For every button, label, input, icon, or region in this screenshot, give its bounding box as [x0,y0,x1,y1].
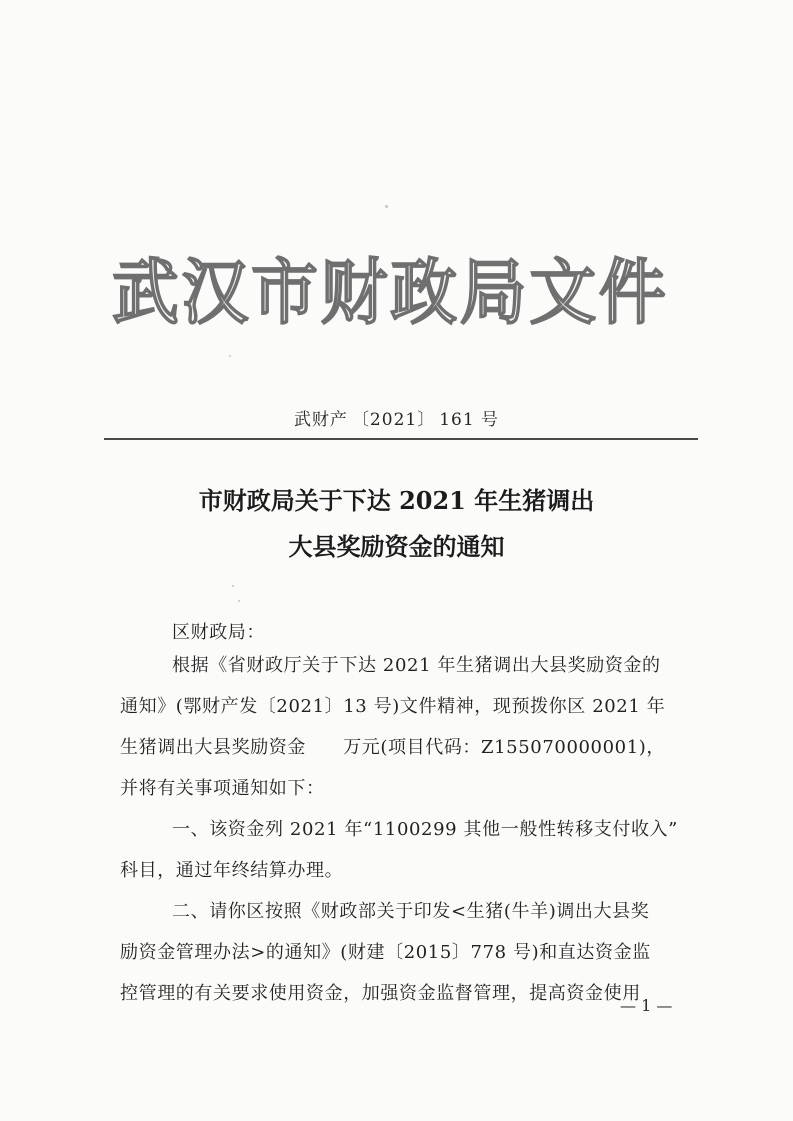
paragraph-line: 二、请你区按照《财政部关于印发<生猪(牛羊)调出大县奖 [172,901,650,922]
title-line-2: 大县奖励资金的通知 [288,532,505,561]
paragraph-line: 生猪调出大县奖励资金 万元(项目代码：Z155070000001)， [120,737,665,758]
paragraph-line: 通知》(鄂财产发〔2021〕13 号)文件精神，现预拨你区 2021 年 [120,696,666,717]
paragraph-line: 控管理的有关要求使用资金，加强资金监督管理，提高资金使用 [120,983,641,1004]
paragraph-line: 根据《省财政厅关于下达 2021 年生猪调出大县奖励资金的 [172,655,661,676]
masthead-title: 武汉市财政局文件 [112,251,669,334]
doc-number-num: 161 号 [439,410,500,430]
doc-number-year: 〔2021〕 [351,410,436,430]
paragraph-line: 一、该资金列 2021 年“1100299 其他一般性转移支付收入” [172,819,678,840]
doc-number-prefix: 武财产 [293,410,348,430]
page-number: — 1 — [620,996,673,1015]
paragraph-line: 励资金管理办法>的通知》(财建〔2015〕778 号)和直达资金监 [120,942,651,963]
paragraph-line: 并将有关事项通知如下： [120,778,325,799]
title-line-1: 市财政局关于下达 2021 年生猪调出 [198,486,595,515]
addressee: 区财政局： [172,622,265,643]
paragraph-line: 科目，通过年终结算办理。 [120,860,344,881]
document-body [118,0,718,1121]
